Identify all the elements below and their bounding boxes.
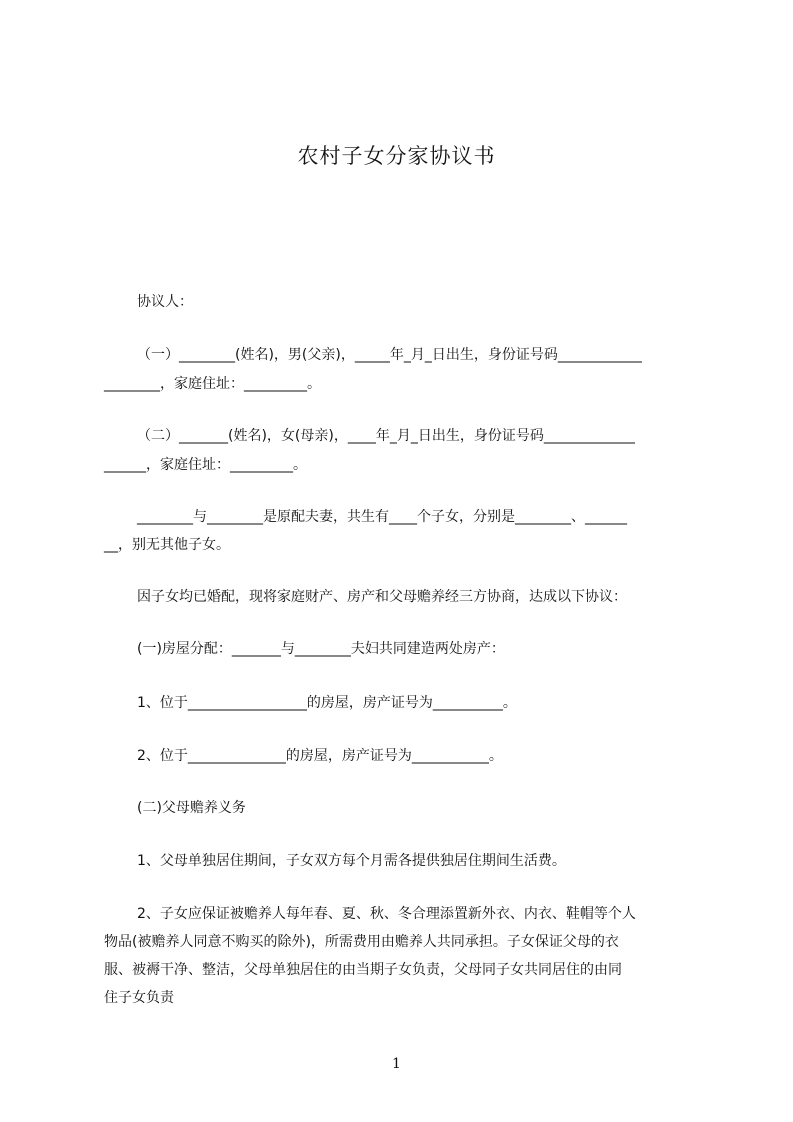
- section-house-allocation: (一)房屋分配：_______与________夫妇共同建造两处房产：: [137, 641, 505, 657]
- page-number: 1: [392, 1056, 401, 1072]
- paragraph-mother-line1: （二）_______(姓名)，女(母亲)，____年_月_日出生，身份证号码_____________: [137, 428, 635, 444]
- paragraph-marriage-line2: __，别无其他子女。: [104, 537, 230, 553]
- paragraph-marriage-line1: ________与________是原配夫妻，共生有____个子女，分别是________、______: [137, 509, 627, 525]
- paragraph-agreement-intro: 因子女均已婚配，现将家庭财产、房产和父母赡养经三方协商，达成以下协议：: [137, 589, 627, 605]
- paragraph-mother-line2: ______，家庭住址：_________。: [104, 457, 307, 473]
- document-title: 农村子女分家协议书: [297, 144, 496, 168]
- paragraph-parties-heading: 协议人：: [137, 294, 193, 310]
- house-item-1: 1、位于_________________的房屋，房产证号为__________。: [137, 695, 517, 711]
- section-parent-support: (二)父母赡养义务: [137, 800, 246, 816]
- paragraph-father-line1: （一）________(姓名)，男(父亲)，_____年_月_日出生，身份证号码____________: [137, 347, 642, 363]
- support-item-2-line1: 2、子女应保证被赡养人每年春、夏、秋、冬合理添置新外衣、内衣、鞋帽等个人: [137, 906, 636, 922]
- support-item-2-line2: 物品(被赡养人同意不购买的除外)，所需费用由赡养人共同承担。子女保证父母的衣: [104, 934, 619, 950]
- support-item-2-line4: 住子女负责: [104, 990, 174, 1006]
- house-item-2: 2、位于______________的房屋，房产证号为___________。: [137, 748, 503, 764]
- paragraph-father-line2: ________，家庭住址：_________。: [104, 376, 321, 392]
- support-item-1: 1、父母单独居住期间，子女双方每个月需各提供独居住期间生活费。: [137, 853, 566, 869]
- support-item-2-line3: 服、被褥干净、整洁，父母单独居住的由当期子女负责，父母同子女共同居住的由同: [104, 962, 622, 978]
